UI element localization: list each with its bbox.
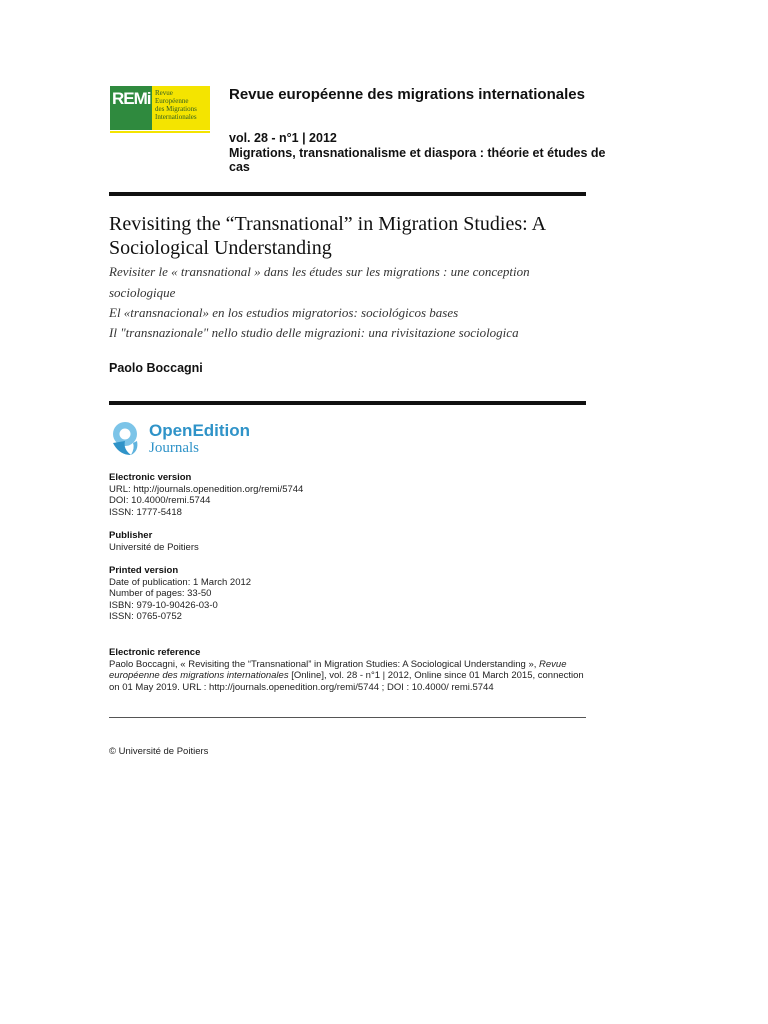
openedition-icon (109, 421, 143, 457)
logo-stripe (110, 131, 210, 133)
openedition-brand: OpenEdition (149, 421, 251, 440)
title-translation-fr: Revisiter le « transnational » dans les études sur les migrations : une conception sociologique (109, 264, 530, 300)
title-translation-it: Il "transnazionale" nello studio delle migrazioni: una rivisitazione sociologica (109, 325, 519, 340)
printed-pages: Number of pages: 33-50 (109, 588, 212, 599)
electronic-url[interactable]: URL: http://journals.openedition.org/remi/5744 (109, 483, 304, 495)
logo-text-line: Européenne (155, 97, 189, 105)
electronic-version-block (109, 472, 589, 518)
electronic-issn: ISSN: 1777-5418 (109, 506, 182, 518)
author-name: Paolo Boccagni (109, 361, 203, 375)
journal-logo (110, 86, 210, 130)
publisher-heading: Publisher (109, 530, 153, 541)
electronic-reference-heading: Electronic reference (109, 647, 201, 658)
publisher-block (109, 530, 589, 553)
article-title: Revisiting the “Transnational” in Migration Studies: A Sociological Understanding (109, 213, 545, 259)
journal-issue (229, 131, 609, 175)
header-divider (109, 192, 586, 196)
printed-date: Date of publication: 1 March 2012 (109, 576, 252, 588)
reference-part-1: Paolo Boccagni, « Revisiting the “Transnational” in Migration Studies: A Sociological Understanding », (109, 658, 540, 670)
electronic-version-heading: Electronic version (109, 472, 192, 483)
publisher-name: Université de Poitiers (109, 541, 199, 553)
issue-theme: Migrations, transnationalisme et diaspora : théorie et études de cas (229, 145, 606, 174)
author-divider (109, 401, 586, 405)
logo-text-line: des Migrations (155, 105, 197, 113)
electronic-doi[interactable]: DOI: 10.4000/remi.5744 (109, 495, 211, 506)
copyright: © Université de Poitiers (109, 746, 209, 757)
logo-text (152, 86, 210, 130)
logo-mark: REMi (110, 86, 152, 130)
printed-version-heading: Printed version (109, 565, 179, 576)
openedition-logo[interactable] (109, 421, 269, 461)
logo-text-line: Internationales (155, 113, 197, 121)
printed-version-block (109, 565, 589, 623)
journal-title: Revue européenne des migrations internationales (229, 86, 585, 103)
reference-part-2: [Online], vol. 28 - n°1 | 2012, Online since 01 March 2015, connection on 01 May 2019. URL : http://journals.openedition.org/remi/5744 ; DOI : 10.4000/ remi.5744 (109, 670, 584, 693)
logo-text-line: Revue (155, 89, 173, 97)
issue-volume: vol. 28 - n°1 | 2012 (229, 131, 337, 145)
title-translation-es: El «transnacional» en los estudios migratorios: sociológicos bases (109, 305, 459, 320)
reference-journal: Revue européenne des migrations internationales (109, 658, 567, 681)
electronic-reference-block (109, 647, 589, 693)
openedition-sub: Journals (149, 440, 199, 456)
printed-issn: ISSN: 0765-0752 (109, 611, 182, 622)
reference-text (109, 659, 589, 694)
printed-isbn: ISBN: 979-10-90426-03-0 (109, 599, 218, 611)
footer-divider (109, 717, 586, 718)
